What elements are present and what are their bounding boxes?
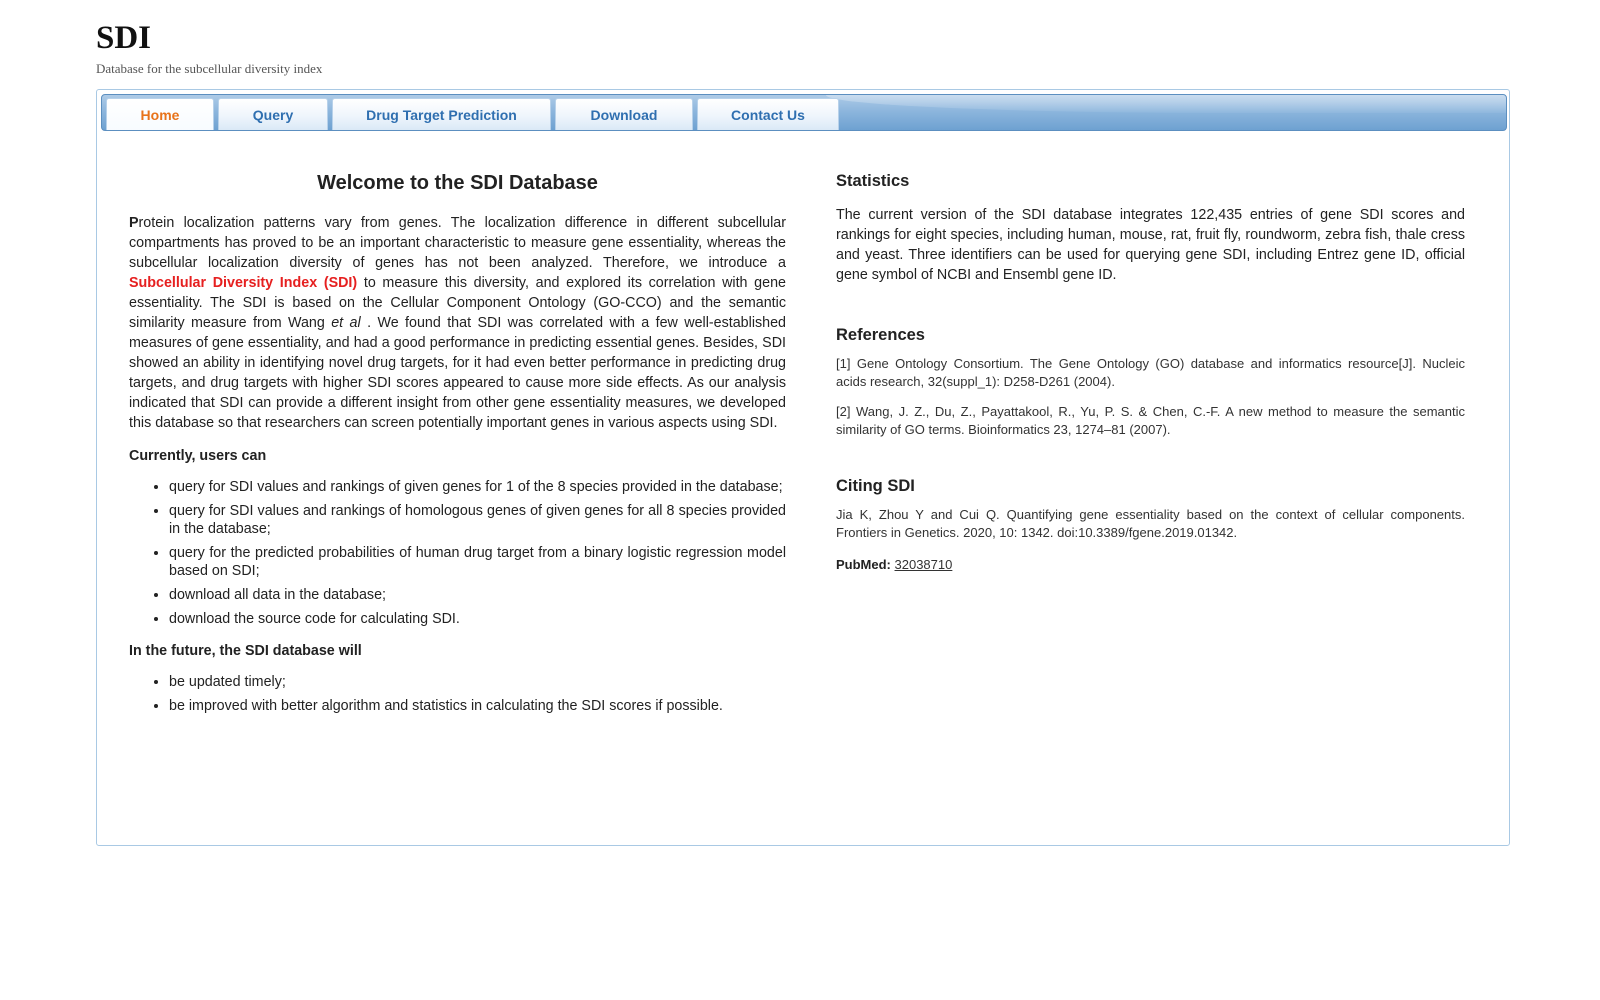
intro-text-2: to measure this diversity, and explored its correlation with gene essentiality. The SDI is based on the Cellular Component Ontology (GO-CCO)	[129, 275, 786, 311]
tab-drug-target-prediction[interactable]: Drug Target Prediction	[332, 98, 551, 131]
reference-item: [1] Gene Ontology Consortium. The Gene Ontology (GO) database and informatics resource[J]. Nucleic acids research, 32(suppl_1): D258-D261 (2004).	[836, 356, 1465, 389]
future-list	[129, 673, 786, 715]
info-section	[836, 170, 1465, 574]
reference-item: [2] Wang, J. Z., Du, Z., Payattakool, R., Yu, P. S. & Chen, C.-F. A new method to measure the semantic similarity of GO terms. Bioinformatics 23, 1274–81 (2007).	[836, 404, 1465, 437]
intro-paragraph	[129, 213, 786, 433]
list-item: • query for SDI values and rankings of homologous genes of given genes for all 8 species provided in the database;	[169, 502, 786, 538]
navbar-gloss	[826, 95, 1506, 113]
future-heading: In the future, the SDI database will	[129, 643, 362, 659]
nav-tabs	[106, 98, 839, 131]
site-subtitle: Database for the subcellular diversity index	[96, 61, 323, 76]
statistics-heading: Statistics	[836, 172, 910, 190]
intro-text-4: . We found that SDI was correlated with a few well-established measures of gene essentiality, and had a good performance in predicting essential genes. Besides, SDI showed an ability in identifying novel drug targets, for it had even better performance in predicting drug targets, and drug targets with higher SDI scores appeared to cause more side effects. As our analysis indicated that SDI can provide a different insight from other gene essentiality measures, we developed this database so that researchers can screen potentially important genes in various aspects using SDI.	[129, 315, 786, 431]
tab-home[interactable]: Home	[106, 98, 214, 131]
site-header	[96, 18, 322, 77]
currently-heading: Currently, users can	[129, 448, 267, 464]
content-frame	[96, 89, 1510, 846]
welcome-section	[129, 170, 786, 721]
intro-text-3: and the semantic similarity measure from Wang	[129, 295, 786, 331]
main-navbar	[101, 94, 1507, 131]
welcome-heading: Welcome to the SDI Database	[317, 172, 598, 194]
intro-etal: et al	[331, 315, 361, 331]
references-heading: References	[836, 326, 925, 344]
statistics-text: The current version of the SDI database integrates 122,435 entries of gene SDI scores and rankings for eight species, including human, mouse, rat, fruit fly, roundworm, zebra fish, thale cress and yeast. Three identifiers can be used for querying gene SDI, including Entrez gene ID, official gene symbol of NCBI and Ensembl gene ID.	[836, 207, 1465, 283]
list-item: • be updated timely;	[169, 673, 786, 691]
tab-query[interactable]: Query	[218, 98, 328, 131]
list-item: • query for the predicted probabilities of human drug target from a binary logistic regression model based on SDI;	[169, 544, 786, 580]
tab-contact-us[interactable]: Contact Us	[697, 98, 839, 131]
list-item: • download all data in the database;	[169, 586, 786, 604]
pubmed-link[interactable]: 32038710	[894, 557, 953, 572]
intro-dropcap: P	[129, 215, 139, 231]
list-item: • be improved with better algorithm and statistics in calculating the SDI scores if possible.	[169, 697, 786, 715]
sdi-highlight: Subcellular Diversity Index (SDI)	[129, 275, 358, 291]
list-item: • query for SDI values and rankings of given genes for 1 of the 8 species provided in the database;	[169, 478, 786, 496]
citing-heading: Citing SDI	[836, 477, 915, 495]
tab-download[interactable]: Download	[555, 98, 693, 131]
intro-text-1: rotein localization patterns vary from genes. The localization difference in different subcellular compartments has proved to be an important characteristic to measure gene essentiality, whereas the subcellular localization diversity of genes has not been analyzed. Therefore, we introduce a	[129, 215, 786, 271]
citation-text: Jia K, Zhou Y and Cui Q. Quantifying gene essentiality based on the context of cellular components. Frontiers in Genetics. 2020, 10: 1342. doi:10.3389/fgene.2019.01342.	[836, 507, 1465, 540]
site-title: SDI	[96, 20, 152, 56]
pubmed-line	[836, 556, 1465, 574]
pubmed-label: PubMed:	[836, 557, 891, 572]
currently-list	[129, 478, 786, 628]
list-item: • download the source code for calculating SDI.	[169, 610, 786, 628]
